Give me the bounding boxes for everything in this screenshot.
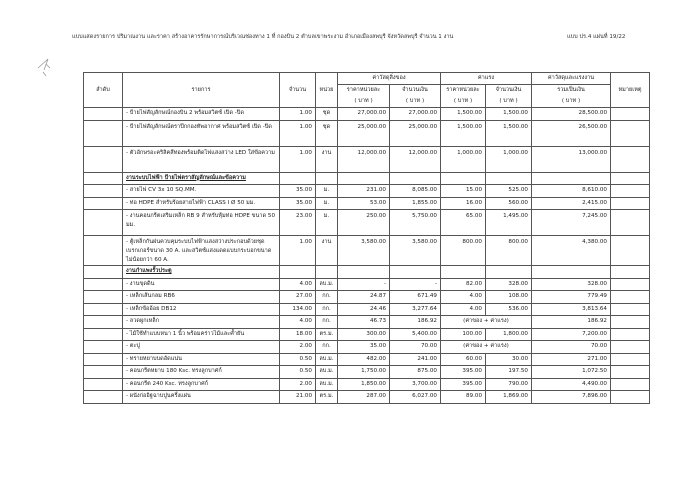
cell-mat-amount: 1,855.00 [390, 197, 441, 210]
cell-item: - ตัวอักษรอะคริลิคสีทองพร้อมติดไฟแสงสว่าง LED ใส่ข้อความ [123, 146, 280, 172]
cell-empty [441, 172, 486, 185]
cell-lab-price: 800.00 [441, 236, 486, 266]
cell-mat-price: 482.00 [338, 353, 390, 366]
cell-total: 28,500.00 [532, 108, 611, 121]
table-row [84, 341, 650, 354]
cell-mat-amount: 6,027.00 [390, 391, 441, 404]
header-lab-amount: จำนวนเงิน [486, 85, 532, 97]
cell-mat-price: 12,000.00 [338, 146, 390, 172]
cell-remark [611, 291, 650, 304]
table-row [84, 378, 650, 391]
cell-unit: ชุด [316, 120, 338, 146]
cell-no [84, 328, 123, 341]
cell-lab-price: 100.00 [441, 328, 486, 341]
cell-qty: 4.00 [280, 278, 316, 291]
section-row [84, 172, 650, 185]
cell-lab-amount: 536.00 [486, 303, 532, 316]
cell-empty [280, 172, 316, 185]
cell-no [84, 391, 123, 404]
cell-remark [611, 120, 650, 146]
cell-mat-price: 24.87 [338, 291, 390, 304]
header-remark: หมายเหตุ [611, 73, 650, 108]
cell-lab-amount: 30.00 [486, 353, 532, 366]
cell-unit: ตร.ม. [316, 328, 338, 341]
cell-qty: 1.00 [280, 108, 316, 121]
header-item: รายการ [123, 73, 280, 108]
cell-mat-amount: 25,000.00 [390, 120, 441, 146]
cell-qty: 1.00 [280, 236, 316, 266]
cell-empty [338, 266, 390, 279]
cell-item: - คอนกรีต 240 Ksc. ทรงลูกบาศก์ [123, 378, 280, 391]
cell-item: - สายไฟ CV 3x 10 SQ.MM. [123, 185, 280, 198]
cell-qty: 1.00 [280, 146, 316, 172]
cell-item: - ตู้เหล็กกันฝนควบคุมระบบไฟฟ้าแสงสว่างประกอบด้วยชุดเบรกเกอร์ขนาด 30 A. และสวิตซ์แสงแดดแบบกระบอกขนาดไม่น้อยกว่า 60 A. [123, 236, 280, 266]
cell-remark [611, 146, 650, 172]
cell-lab-amount: 560.00 [486, 197, 532, 210]
cell-mat-amount: 3,277.64 [390, 303, 441, 316]
cell-lab-price: 4.00 [441, 291, 486, 304]
cell-item: - เหล็กเส้นกลม RB6 [123, 291, 280, 304]
cell-total: 13,000.00 [532, 146, 611, 172]
cell-item: - ป้ายไฟสัญลักษณ์กองบิน 2 พร้อมสวิตซ์ เปิด -ปิด [123, 108, 280, 121]
cell-remark [611, 197, 650, 210]
cell-remark [611, 185, 650, 198]
cell-empty [611, 172, 650, 185]
cell-qty: 18.00 [280, 328, 316, 341]
cell-remark [611, 316, 650, 329]
cell-mat-price: 24.46 [338, 303, 390, 316]
cell-no [84, 210, 123, 236]
cell-total: 271.00 [532, 353, 611, 366]
cell-unit: ลบ.ม. [316, 353, 338, 366]
cell-lab-price: 65.00 [441, 210, 486, 236]
header-baht: ( บาท ) [338, 96, 390, 108]
cell-total: 3,813.64 [532, 303, 611, 316]
cell-lab-price: 1,500.00 [441, 108, 486, 121]
cell-no [84, 316, 123, 329]
cell-unit: ม. [316, 197, 338, 210]
header-total-amount: รวมเป็นเงิน [532, 85, 611, 97]
cell-mat-price: 1,750.00 [338, 366, 390, 379]
table-row [84, 366, 650, 379]
table-row [84, 328, 650, 341]
cell-total: 4,380.00 [532, 236, 611, 266]
cell-lab-amount: 525.00 [486, 185, 532, 198]
cell-unit: กก. [316, 303, 338, 316]
table-row [84, 278, 650, 291]
cell-unit: ม. [316, 185, 338, 198]
table-row [84, 197, 650, 210]
cell-unit: กก. [316, 291, 338, 304]
cell-item: - ลวดผูกเหล็ก [123, 316, 280, 329]
cell-unit: กก. [316, 341, 338, 354]
cell-mat-price: 27,000.00 [338, 108, 390, 121]
cell-mat-price: 53.00 [338, 197, 390, 210]
cell-mat-price: 3,580.00 [338, 236, 390, 266]
cell-mat-amount: 241.00 [390, 353, 441, 366]
header-total-group: ค่าวัสดุและแรงงาน [532, 73, 611, 85]
boq-table [83, 72, 650, 404]
cell-lab-amount: 108.00 [486, 291, 532, 304]
header-mat-amount: จำนวนเงิน [390, 85, 441, 97]
cell-mat-price: - [338, 278, 390, 291]
cell-lab-amount: 1,869.00 [486, 391, 532, 404]
cell-item: - ป้ายไฟสัญลักษณ์ตราปีกกองทัพอากาศ พร้อมสวิตซ์ เปิด -ปิด [123, 120, 280, 146]
cell-qty: 2.00 [280, 341, 316, 354]
cell-empty [486, 172, 532, 185]
cell-mat-amount: 70.00 [390, 341, 441, 354]
cell-no [84, 236, 123, 266]
cell-empty [316, 172, 338, 185]
header-baht: ( บาท ) [532, 96, 611, 108]
cell-unit: ลบ.ม. [316, 278, 338, 291]
header-lab-unit-price: ราคาหน่วยละ [441, 85, 486, 97]
cell-mat-amount: 5,400.00 [390, 328, 441, 341]
cell-lab-amount: 1,500.00 [486, 120, 532, 146]
table-row [84, 391, 650, 404]
cell-total: 7,200.00 [532, 328, 611, 341]
cell-remark [611, 236, 650, 266]
cell-lab-amount: 328.00 [486, 278, 532, 291]
handwritten-mark-icon [34, 54, 56, 78]
table-row [84, 210, 650, 236]
cell-labor-merged: (ค่าของ + ค่าแรง) [441, 316, 532, 329]
cell-qty: 1.00 [280, 120, 316, 146]
cell-lab-amount: 800.00 [486, 236, 532, 266]
cell-remark [611, 353, 650, 366]
cell-mat-price: 231.00 [338, 185, 390, 198]
cell-total: 7,896.00 [532, 391, 611, 404]
cell-mat-amount: 3,700.00 [390, 378, 441, 391]
cell-lab-amount: 1,495.00 [486, 210, 532, 236]
cell-item: - งานขุดดิน [123, 278, 280, 291]
cell-remark [611, 341, 650, 354]
cell-no [84, 266, 123, 279]
cell-total: 26,500.00 [532, 120, 611, 146]
cell-unit: ลบ.ม. [316, 366, 338, 379]
cell-mat-amount: 27,000.00 [390, 108, 441, 121]
cell-item: - ผนังก่ออิฐฉาบปูนครึ่งแผ่น [123, 391, 280, 404]
cell-total: 328.00 [532, 278, 611, 291]
cell-mat-amount: 186.92 [390, 316, 441, 329]
cell-mat-amount: - [390, 278, 441, 291]
cell-mat-amount: 875.00 [390, 366, 441, 379]
cell-empty [338, 172, 390, 185]
header-baht: ( บาท ) [390, 96, 441, 108]
cell-qty: 134.00 [280, 303, 316, 316]
cell-mat-amount: 671.49 [390, 291, 441, 304]
cell-total: 779.49 [532, 291, 611, 304]
header-labor-group: ค่าแรง [441, 73, 532, 85]
cell-item: - ทรายหยาบบดอัดแน่น [123, 353, 280, 366]
cell-lab-amount: 1,500.00 [486, 108, 532, 121]
cell-item: - ไม้ใช้ทำแบบหนา 1 นิ้ว พร้อมคร่าวไม้และค้ำยัน [123, 328, 280, 341]
cell-item: - ท่อ HDPE สำหรับร้อยสายไฟฟ้า CLASS I Ø 50 มม. [123, 197, 280, 210]
cell-item: - ตะปู [123, 341, 280, 354]
cell-mat-price: 300.00 [338, 328, 390, 341]
cell-qty: 21.00 [280, 391, 316, 404]
cell-lab-price: 395.00 [441, 366, 486, 379]
header-material-group: ค่าวัสดุสิ่งของ [338, 73, 441, 85]
cell-unit: กก. [316, 316, 338, 329]
boq-body [84, 108, 650, 404]
cell-remark [611, 278, 650, 291]
header-mat-unit-price: ราคาหน่วยละ [338, 85, 390, 97]
cell-lab-price: 16.00 [441, 197, 486, 210]
cell-no [84, 197, 123, 210]
cell-empty [390, 172, 441, 185]
cell-qty: 35.00 [280, 185, 316, 198]
cell-mat-amount: 3,580.00 [390, 236, 441, 266]
cell-mat-price: 287.00 [338, 391, 390, 404]
cell-total: 8,610.00 [532, 185, 611, 198]
table-row [84, 146, 650, 172]
cell-qty: 35.00 [280, 197, 316, 210]
cell-empty [532, 266, 611, 279]
cell-empty [390, 266, 441, 279]
cell-mat-price: 46.73 [338, 316, 390, 329]
table-row [84, 291, 650, 304]
cell-total: 70.00 [532, 341, 611, 354]
cell-empty [532, 172, 611, 185]
cell-empty [611, 266, 650, 279]
table-row [84, 236, 650, 266]
cell-qty: 4.00 [280, 316, 316, 329]
cell-no [84, 108, 123, 121]
cell-no [84, 278, 123, 291]
cell-no [84, 120, 123, 146]
cell-empty [316, 266, 338, 279]
cell-no [84, 341, 123, 354]
table-row [84, 303, 650, 316]
cell-no [84, 378, 123, 391]
cell-total: 2,415.00 [532, 197, 611, 210]
cell-no [84, 366, 123, 379]
header-unit: หน่วย [316, 73, 338, 108]
cell-unit: ตร.ม. [316, 391, 338, 404]
section-row [84, 266, 650, 279]
cell-lab-price: 89.00 [441, 391, 486, 404]
table-row [84, 353, 650, 366]
document-title: แบบแสดงรายการ ปริมาณงาน และราคา สร้างอาคารรักษาการณ์บริเวณช่องทาง 1 ที่ กองบิน 2 ตำบลเขาพระงาม อำเภอเมืองลพบุรี จังหวัดลพบุรี จำนวน 1 งาน [72, 34, 454, 40]
cell-remark [611, 303, 650, 316]
form-page-number: แบบ ปร.4 แผ่นที่ 19/22 [567, 34, 626, 40]
cell-empty [280, 266, 316, 279]
cell-mat-amount: 8,085.00 [390, 185, 441, 198]
cell-unit: ม. [316, 210, 338, 236]
cell-qty: 27.00 [280, 291, 316, 304]
cell-no [84, 303, 123, 316]
cell-mat-price: 1,850.00 [338, 378, 390, 391]
cell-labor-merged: (ค่าของ + ค่าแรง) [441, 341, 532, 354]
cell-item: - คอนกรีตหยาบ 180 Ksc. ทรงลูกบาศก์ [123, 366, 280, 379]
cell-lab-price: 1,500.00 [441, 120, 486, 146]
header-baht: ( บาท ) [486, 96, 532, 108]
table-row [84, 108, 650, 121]
cell-item: - เหล็กข้ออ้อย DB12 [123, 303, 280, 316]
cell-mat-amount: 12,000.00 [390, 146, 441, 172]
header-no: ลำดับ [84, 73, 123, 108]
cell-lab-price: 15.00 [441, 185, 486, 198]
cell-item: - งานคอนกรีตเสริมเหล็ก RB 9 สำหรับหุ้มท่อ HDPE ขนาด 50 มม. [123, 210, 280, 236]
cell-lab-price: 395.00 [441, 378, 486, 391]
cell-mat-price: 250.00 [338, 210, 390, 236]
section-title: งานระบบไฟฟ้า ป้ายไฟตราสัญลักษณ์และข้อความ [123, 172, 280, 185]
cell-lab-amount: 1,800.00 [486, 328, 532, 341]
cell-lab-amount: 197.50 [486, 366, 532, 379]
cell-empty [486, 266, 532, 279]
cell-total: 7,245.00 [532, 210, 611, 236]
cell-unit: ชุด [316, 108, 338, 121]
cell-no [84, 172, 123, 185]
header-baht: ( บาท ) [441, 96, 486, 108]
cell-unit: งาน [316, 146, 338, 172]
cell-no [84, 353, 123, 366]
cell-remark [611, 108, 650, 121]
cell-mat-price: 35.00 [338, 341, 390, 354]
cell-remark [611, 210, 650, 236]
cell-mat-price: 25,000.00 [338, 120, 390, 146]
cell-unit: ลบ.ม. [316, 378, 338, 391]
header-qty: จำนวน [280, 73, 316, 108]
table-row [84, 120, 650, 146]
cell-lab-price: 82.00 [441, 278, 486, 291]
cell-lab-amount: 790.00 [486, 378, 532, 391]
cell-total: 186.92 [532, 316, 611, 329]
cell-qty: 0.50 [280, 353, 316, 366]
cell-no [84, 146, 123, 172]
cell-total: 1,072.50 [532, 366, 611, 379]
table-row [84, 316, 650, 329]
cell-remark [611, 391, 650, 404]
cell-lab-price: 4.00 [441, 303, 486, 316]
cell-mat-amount: 5,750.00 [390, 210, 441, 236]
cell-empty [441, 266, 486, 279]
cell-remark [611, 378, 650, 391]
cell-remark [611, 366, 650, 379]
cell-qty: 2.00 [280, 378, 316, 391]
cell-lab-price: 1,000.00 [441, 146, 486, 172]
cell-qty: 0.50 [280, 366, 316, 379]
cell-qty: 23.00 [280, 210, 316, 236]
cell-lab-price: 60.00 [441, 353, 486, 366]
cell-no [84, 185, 123, 198]
cell-lab-amount: 1,000.00 [486, 146, 532, 172]
cell-no [84, 291, 123, 304]
section-title: งานกำแพงรั้วประตู [123, 266, 280, 279]
cell-remark [611, 328, 650, 341]
cell-total: 4,490.00 [532, 378, 611, 391]
cell-unit: งาน [316, 236, 338, 266]
table-row [84, 185, 650, 198]
